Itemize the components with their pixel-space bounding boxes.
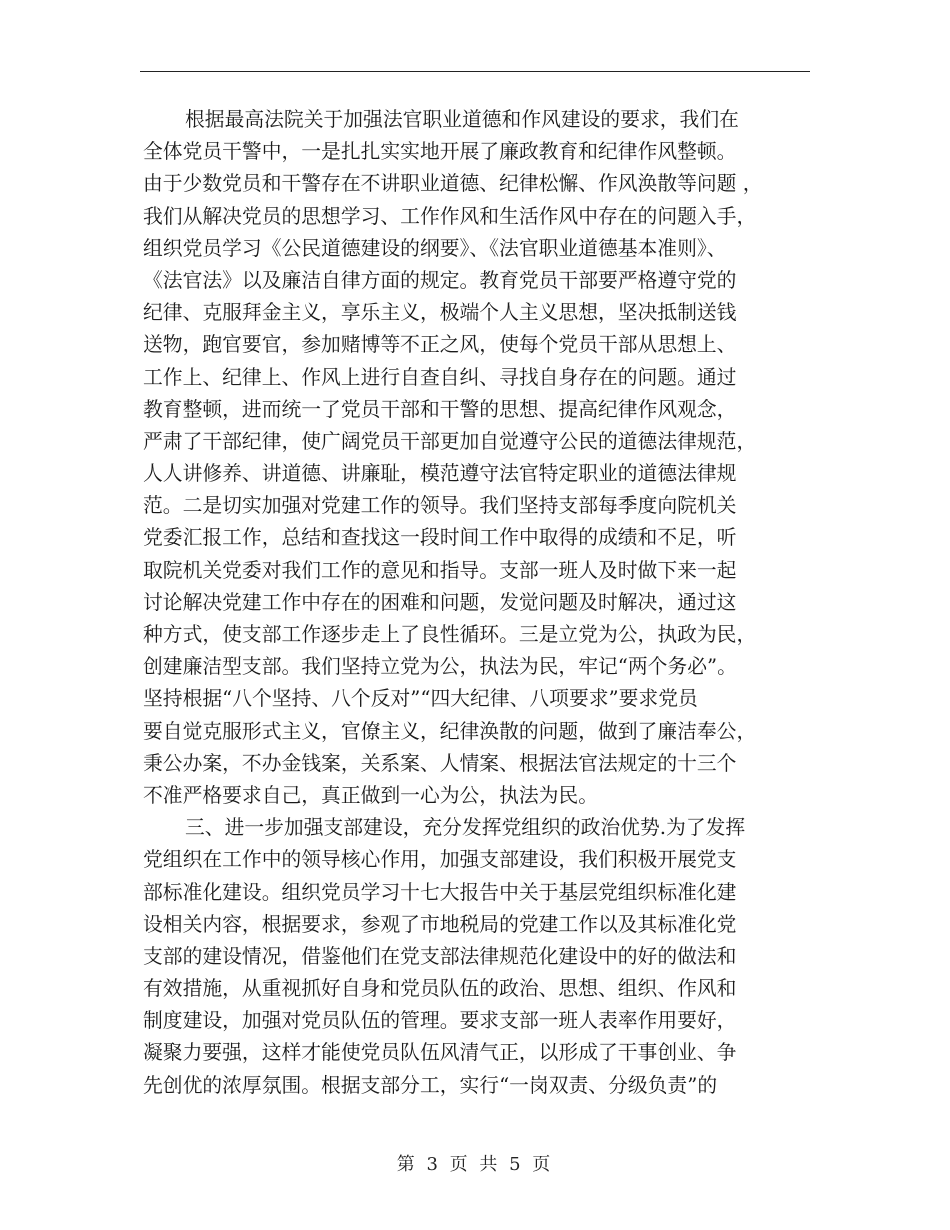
header-rule bbox=[140, 71, 810, 72]
paragraph-1 bbox=[143, 104, 811, 812]
text-line: 制度建设，加强对党员队伍的管理。要求支部一班人表率作用要好， bbox=[143, 1009, 737, 1033]
text-line: 工作上、纪律上、作风上进行自查自纠、寻找自身存在的问题。通过 bbox=[143, 365, 737, 389]
text-line: 党组织在工作中的领导核心作用，加强支部建设，我们积极开展党支 bbox=[143, 848, 737, 872]
text-line: 《法官法》以及廉洁自律方面的规定。教育党员干部要严格遵守党的 bbox=[143, 268, 737, 292]
text-line: 全体党员干警中，一是扎扎实实地开展了廉政教育和纪律作风整顿。 bbox=[143, 140, 737, 164]
text-line: 种方式，使支部工作逐步走上了良性循环。三是立党为公，执政为民， bbox=[143, 623, 757, 646]
text-line: 取院机关党委对我们工作的意见和指导。支部一班人及时做下来一起 bbox=[143, 558, 737, 582]
text-line: 凝聚力要强，这样才能使党员队伍风清气正，以形成了干事创业、争 bbox=[143, 1041, 737, 1065]
text-line: 三、进一步加强支部建设，充分发挥党组织的政治优势.为了发挥 bbox=[185, 816, 746, 840]
document-body bbox=[143, 104, 811, 1102]
text-line: 人人讲修养、讲道德、讲廉耻，模范遵守法官特定职业的道德法律规 bbox=[143, 462, 737, 486]
text-line: 坚持根据“八个坚持、八个反对”“四大纪律、八项要求”要求党员 bbox=[143, 687, 698, 711]
text-line: 设相关内容，根据要求，参观了市地税局的党建工作以及其标准化党 bbox=[143, 912, 737, 936]
text-line: 由于少数党员和干警存在不讲职业道德、纪律松懈、作风涣散等问题 ， bbox=[143, 172, 763, 196]
text-line: 创建廉洁型支部。我们坚持立党为公，执法为民，牢记“两个务必”。 bbox=[143, 655, 737, 679]
text-line: 讨论解决党建工作中存在的困难和问题，发觉问题及时解决，通过这 bbox=[143, 590, 737, 614]
text-line: 教育整顿，进而统一了党员干部和干警的思想、提高纪律作风观念， bbox=[143, 397, 737, 421]
page-number: 第 3 页 共 5 页 bbox=[396, 1154, 554, 1175]
text-line: 我们从解决党员的思想学习、工作作风和生活作风中存在的问题入手， bbox=[143, 204, 757, 228]
text-line: 严肃了干部纪律，使广阔党员干部更加自觉遵守公民的道德法律规范， bbox=[143, 429, 757, 453]
text-line: 纪律、克服拜金主义，享乐主义，极端个人主义思想，坚决抵制送钱 bbox=[143, 301, 737, 325]
text-line: 党委汇报工作，总结和查找这一段时间工作中取得的成绩和不足，听 bbox=[143, 526, 737, 550]
text-line: 要自觉克服形式主义，官僚主义，纪律涣散的问题，做到了廉洁奉公， bbox=[143, 719, 757, 743]
text-line: 部标准化建设。组织党员学习十七大报告中关于基层党组织标准化建 bbox=[143, 880, 737, 904]
text-line: 先创优的浓厚氛围。根据支部分工，实行“一岗双责、分级负责”的 bbox=[143, 1073, 718, 1097]
text-line: 支部的建设情况，借鉴他们在党支部法律规范化建设中的好的做法和 bbox=[143, 944, 737, 968]
text-line: 有效措施，从重视抓好自身和党员队伍的政治、思想、组织、作风和 bbox=[143, 977, 737, 1001]
text-line: 组织党员学习《公民道德建设的纲要》、《法官职业道德基本准则》、 bbox=[143, 236, 727, 260]
text-line: 不准严格要求自己，真正做到一心为公，执法为民。 bbox=[143, 783, 598, 807]
text-line: 送物，跑官要官，参加赌博等不正之风，使每个党员干部从思想上、 bbox=[143, 333, 737, 357]
text-line: 范。二是切实加强对党建工作的领导。我们坚持支部每季度向院机关 bbox=[143, 494, 737, 518]
text-line: 根据最高法院关于加强法官职业道德和作风建设的要求，我们在 bbox=[185, 108, 739, 131]
text-line: 秉公办案，不办金钱案，关系案、人情案、根据法官法规定的十三个 bbox=[143, 751, 737, 775]
paragraph-2 bbox=[143, 812, 811, 1102]
